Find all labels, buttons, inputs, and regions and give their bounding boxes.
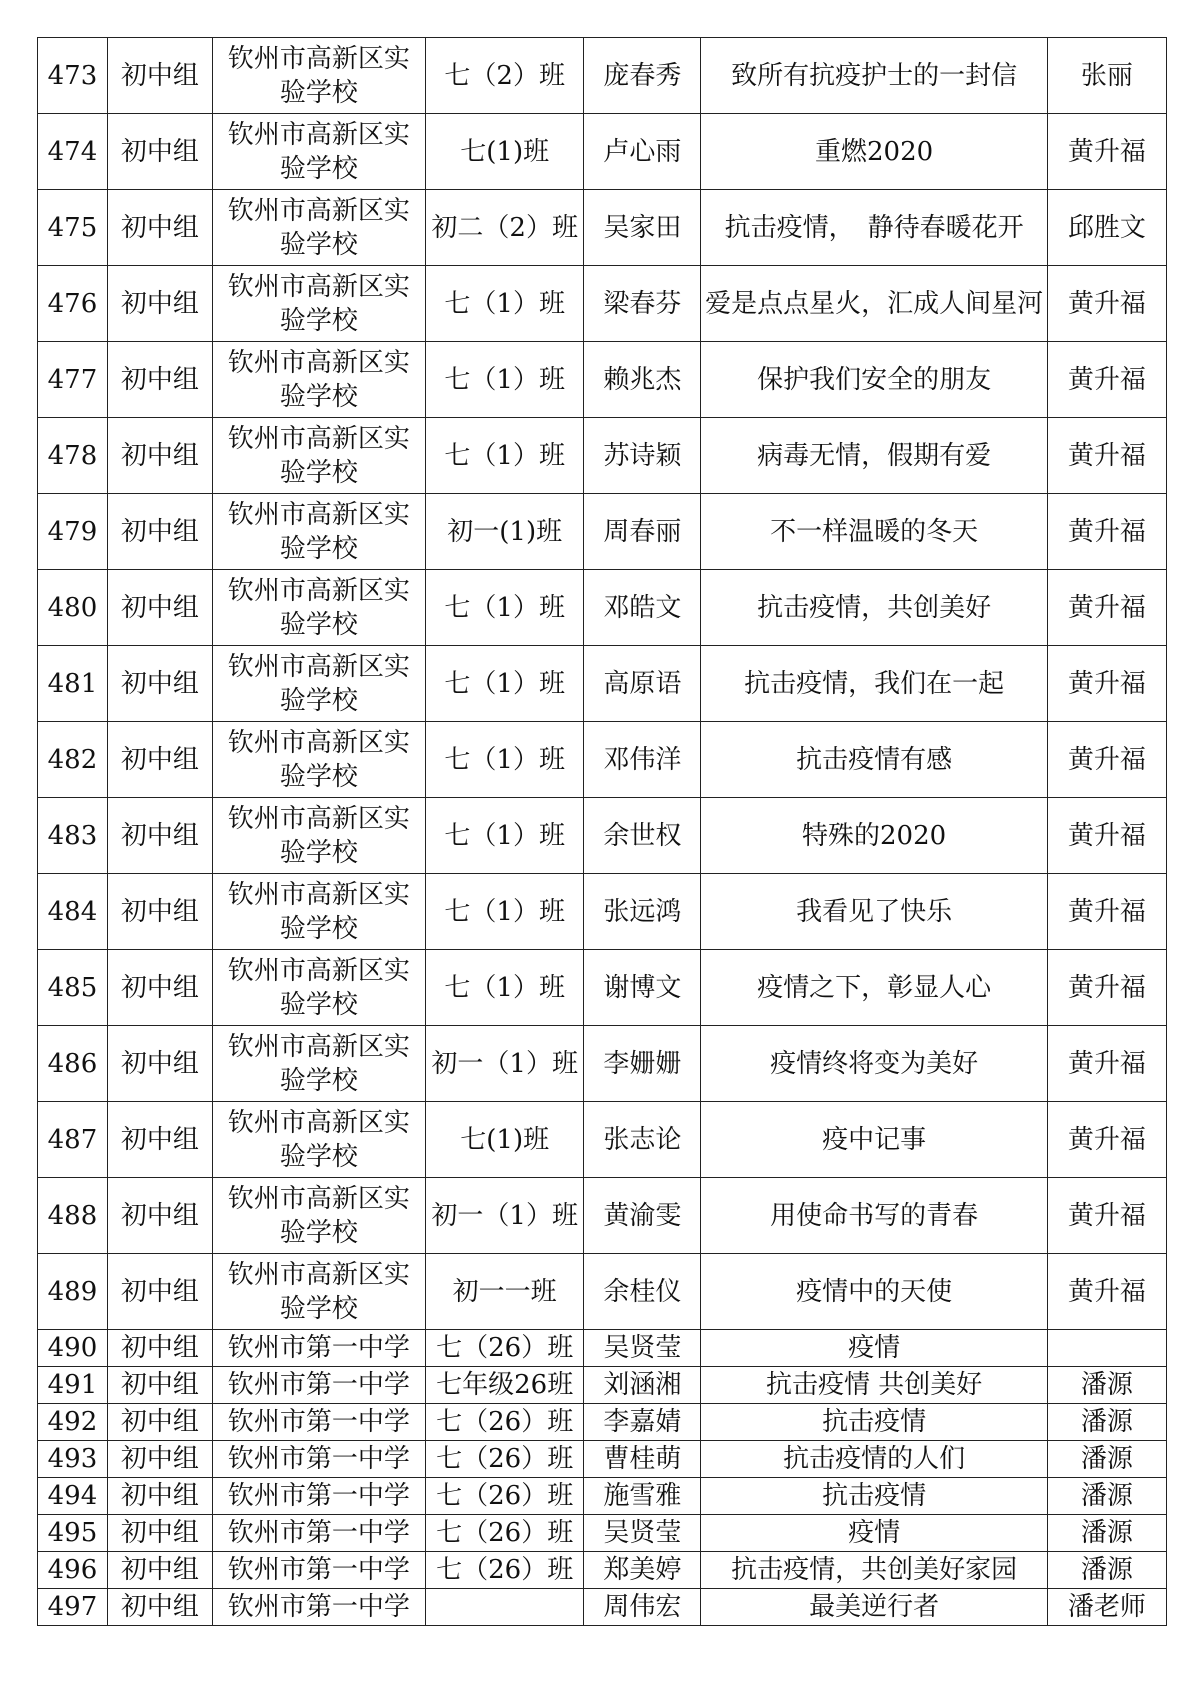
entry-title: 疫情	[701, 1330, 1047, 1367]
entry-group: 初中组	[107, 646, 212, 722]
entry-student: 梁春芬	[584, 266, 701, 342]
entry-student: 张远鸿	[584, 874, 701, 950]
entry-group: 初中组	[107, 1441, 212, 1478]
entry-group: 初中组	[107, 798, 212, 874]
entry-student: 李嘉婧	[584, 1404, 701, 1441]
entry-school: 钦州市第一中学	[212, 1515, 425, 1552]
entry-student: 施雪雅	[584, 1478, 701, 1515]
entry-teacher: 黄升福	[1047, 1102, 1166, 1178]
entry-class: 七（1）班	[425, 950, 583, 1026]
entry-teacher: 潘老师	[1047, 1589, 1166, 1626]
entry-school: 钦州市高新区实验学校	[212, 1102, 425, 1178]
entry-school: 钦州市高新区实验学校	[212, 418, 425, 494]
entry-school: 钦州市高新区实验学校	[212, 798, 425, 874]
entry-class: 初一（1）班	[425, 1178, 583, 1254]
entry-student: 张志论	[584, 1102, 701, 1178]
table-row	[38, 1515, 1167, 1552]
entry-school: 钦州市高新区实验学校	[212, 874, 425, 950]
entry-group: 初中组	[107, 266, 212, 342]
entry-teacher: 潘源	[1047, 1478, 1166, 1515]
entry-title: 疫情之下，彰显人心	[701, 950, 1047, 1026]
entry-group: 初中组	[107, 38, 212, 114]
entry-title: 重燃2020	[701, 114, 1047, 190]
entry-school: 钦州市高新区实验学校	[212, 950, 425, 1026]
entry-group: 初中组	[107, 1026, 212, 1102]
entry-class: 七（26）班	[425, 1404, 583, 1441]
table-row	[38, 950, 1167, 1026]
entry-number: 487	[38, 1102, 108, 1178]
entry-student: 吴贤莹	[584, 1515, 701, 1552]
entry-student: 邓伟洋	[584, 722, 701, 798]
entry-number: 475	[38, 190, 108, 266]
table-row	[38, 494, 1167, 570]
entry-class: 七年级26班	[425, 1367, 583, 1404]
entry-number: 479	[38, 494, 108, 570]
entry-school: 钦州市高新区实验学校	[212, 266, 425, 342]
entries-table	[37, 37, 1167, 1626]
entry-number: 480	[38, 570, 108, 646]
entry-class: 七（1）班	[425, 570, 583, 646]
entry-school: 钦州市高新区实验学校	[212, 570, 425, 646]
entry-group: 初中组	[107, 1178, 212, 1254]
entry-group: 初中组	[107, 190, 212, 266]
entry-number: 496	[38, 1552, 108, 1589]
table-row	[38, 190, 1167, 266]
entry-class: 初一(1)班	[425, 494, 583, 570]
table-row	[38, 1589, 1167, 1626]
entry-number: 482	[38, 722, 108, 798]
entry-class: 七（1）班	[425, 874, 583, 950]
entry-group: 初中组	[107, 1404, 212, 1441]
entry-group: 初中组	[107, 1102, 212, 1178]
entry-student: 刘涵湘	[584, 1367, 701, 1404]
entry-title: 最美逆行者	[701, 1589, 1047, 1626]
entry-title: 抗击疫情，共创美好家园	[701, 1552, 1047, 1589]
entry-student: 庞春秀	[584, 38, 701, 114]
table-row	[38, 646, 1167, 722]
entry-class: 七（26）班	[425, 1330, 583, 1367]
entry-group: 初中组	[107, 1367, 212, 1404]
entry-student: 周春丽	[584, 494, 701, 570]
entry-group: 初中组	[107, 342, 212, 418]
entry-title: 疫中记事	[701, 1102, 1047, 1178]
entry-number: 491	[38, 1367, 108, 1404]
entries-table-body	[38, 38, 1167, 1626]
table-row	[38, 1102, 1167, 1178]
entry-title: 抗击疫情的人们	[701, 1441, 1047, 1478]
entry-school: 钦州市第一中学	[212, 1552, 425, 1589]
entry-student: 曹桂萌	[584, 1441, 701, 1478]
entry-group: 初中组	[107, 1254, 212, 1330]
entry-title: 致所有抗疫护士的一封信	[701, 38, 1047, 114]
entry-number: 485	[38, 950, 108, 1026]
entry-title: 抗击疫情	[701, 1404, 1047, 1441]
entry-student: 赖兆杰	[584, 342, 701, 418]
entry-teacher: 邱胜文	[1047, 190, 1166, 266]
entry-number: 495	[38, 1515, 108, 1552]
entry-school: 钦州市高新区实验学校	[212, 1178, 425, 1254]
table-row	[38, 114, 1167, 190]
entry-class: 七（1）班	[425, 266, 583, 342]
entry-student: 吴家田	[584, 190, 701, 266]
entry-title: 爱是点点星火，汇成人间星河	[701, 266, 1047, 342]
entry-class: 七（26）班	[425, 1515, 583, 1552]
table-row	[38, 1478, 1167, 1515]
entry-class: 七（1）班	[425, 646, 583, 722]
entry-teacher: 黄升福	[1047, 1026, 1166, 1102]
entry-class: 七（1）班	[425, 418, 583, 494]
entry-student: 谢博文	[584, 950, 701, 1026]
table-row	[38, 1178, 1167, 1254]
entry-number: 486	[38, 1026, 108, 1102]
entry-class: 初二（2）班	[425, 190, 583, 266]
entry-group: 初中组	[107, 1552, 212, 1589]
entry-class: 七(1)班	[425, 1102, 583, 1178]
entry-number: 490	[38, 1330, 108, 1367]
entry-student: 高原语	[584, 646, 701, 722]
entry-school: 钦州市高新区实验学校	[212, 722, 425, 798]
entry-teacher	[1047, 1330, 1166, 1367]
entry-teacher: 黄升福	[1047, 722, 1166, 798]
entry-school: 钦州市高新区实验学校	[212, 646, 425, 722]
table-row	[38, 1367, 1167, 1404]
entry-title: 我看见了快乐	[701, 874, 1047, 950]
entry-teacher: 黄升福	[1047, 950, 1166, 1026]
entry-title: 用使命书写的青春	[701, 1178, 1047, 1254]
entry-title: 抗击疫情 共创美好	[701, 1367, 1047, 1404]
entry-group: 初中组	[107, 874, 212, 950]
entry-school: 钦州市第一中学	[212, 1441, 425, 1478]
entry-number: 478	[38, 418, 108, 494]
entry-teacher: 潘源	[1047, 1515, 1166, 1552]
entry-class: 七（1）班	[425, 342, 583, 418]
entry-school: 钦州市第一中学	[212, 1330, 425, 1367]
entry-number: 497	[38, 1589, 108, 1626]
table-row	[38, 1441, 1167, 1478]
entry-student: 邓皓文	[584, 570, 701, 646]
entry-teacher: 黄升福	[1047, 342, 1166, 418]
entry-group: 初中组	[107, 418, 212, 494]
entry-number: 477	[38, 342, 108, 418]
entry-number: 493	[38, 1441, 108, 1478]
entry-number: 476	[38, 266, 108, 342]
entry-school: 钦州市高新区实验学校	[212, 38, 425, 114]
entry-title: 疫情中的天使	[701, 1254, 1047, 1330]
entry-school: 钦州市高新区实验学校	[212, 114, 425, 190]
entry-student: 黄渝雯	[584, 1178, 701, 1254]
entry-teacher: 黄升福	[1047, 114, 1166, 190]
entry-student: 郑美婷	[584, 1552, 701, 1589]
entry-school: 钦州市高新区实验学校	[212, 342, 425, 418]
entry-teacher: 潘源	[1047, 1404, 1166, 1441]
table-row	[38, 1026, 1167, 1102]
entry-teacher: 黄升福	[1047, 570, 1166, 646]
entry-school: 钦州市高新区实验学校	[212, 190, 425, 266]
entry-title: 特殊的2020	[701, 798, 1047, 874]
entry-group: 初中组	[107, 722, 212, 798]
table-row	[38, 1330, 1167, 1367]
entry-teacher: 潘源	[1047, 1441, 1166, 1478]
entry-student: 余世权	[584, 798, 701, 874]
entry-class: 初一一班	[425, 1254, 583, 1330]
entry-school: 钦州市高新区实验学校	[212, 1026, 425, 1102]
entry-school: 钦州市第一中学	[212, 1367, 425, 1404]
entry-class: 七（26）班	[425, 1478, 583, 1515]
entry-title: 疫情	[701, 1515, 1047, 1552]
table-row	[38, 722, 1167, 798]
entry-group: 初中组	[107, 1515, 212, 1552]
entry-class: 七（1）班	[425, 798, 583, 874]
entry-title: 疫情终将变为美好	[701, 1026, 1047, 1102]
entry-class: 七（2）班	[425, 38, 583, 114]
entry-title: 抗击疫情，我们在一起	[701, 646, 1047, 722]
entry-school: 钦州市第一中学	[212, 1404, 425, 1441]
entry-student: 卢心雨	[584, 114, 701, 190]
table-row	[38, 342, 1167, 418]
entry-number: 483	[38, 798, 108, 874]
entry-teacher: 黄升福	[1047, 1254, 1166, 1330]
entry-class: 七（26）班	[425, 1552, 583, 1589]
entry-group: 初中组	[107, 1478, 212, 1515]
entry-class: 初一（1）班	[425, 1026, 583, 1102]
entry-teacher: 黄升福	[1047, 266, 1166, 342]
entry-school: 钦州市高新区实验学校	[212, 494, 425, 570]
entry-title: 抗击疫情，共创美好	[701, 570, 1047, 646]
entry-group: 初中组	[107, 1589, 212, 1626]
entry-number: 484	[38, 874, 108, 950]
entry-school: 钦州市高新区实验学校	[212, 1254, 425, 1330]
entry-teacher: 黄升福	[1047, 418, 1166, 494]
entry-teacher: 张丽	[1047, 38, 1166, 114]
table-row	[38, 1254, 1167, 1330]
table-row	[38, 874, 1167, 950]
entry-class: 七(1)班	[425, 114, 583, 190]
entry-number: 494	[38, 1478, 108, 1515]
entry-class	[425, 1589, 583, 1626]
entry-teacher: 黄升福	[1047, 646, 1166, 722]
entry-student: 李姗姗	[584, 1026, 701, 1102]
entry-student: 余桂仪	[584, 1254, 701, 1330]
entry-student: 周伟宏	[584, 1589, 701, 1626]
entry-number: 481	[38, 646, 108, 722]
entry-class: 七（1）班	[425, 722, 583, 798]
entry-title: 抗击疫情， 静待春暖花开	[701, 190, 1047, 266]
entry-teacher: 潘源	[1047, 1367, 1166, 1404]
entry-teacher: 潘源	[1047, 1552, 1166, 1589]
entry-number: 473	[38, 38, 108, 114]
table-row	[38, 1552, 1167, 1589]
entry-group: 初中组	[107, 494, 212, 570]
entry-title: 不一样温暖的冬天	[701, 494, 1047, 570]
entry-group: 初中组	[107, 570, 212, 646]
table-row	[38, 570, 1167, 646]
entry-group: 初中组	[107, 114, 212, 190]
entry-number: 474	[38, 114, 108, 190]
table-row	[38, 1404, 1167, 1441]
entry-group: 初中组	[107, 1330, 212, 1367]
entry-class: 七（26）班	[425, 1441, 583, 1478]
table-row	[38, 266, 1167, 342]
entry-school: 钦州市第一中学	[212, 1478, 425, 1515]
entry-title: 保护我们安全的朋友	[701, 342, 1047, 418]
entry-title: 抗击疫情有感	[701, 722, 1047, 798]
entry-school: 钦州市第一中学	[212, 1589, 425, 1626]
entry-number: 489	[38, 1254, 108, 1330]
entry-teacher: 黄升福	[1047, 1178, 1166, 1254]
entry-number: 488	[38, 1178, 108, 1254]
entry-title: 抗击疫情	[701, 1478, 1047, 1515]
entry-number: 492	[38, 1404, 108, 1441]
entry-title: 病毒无情，假期有爱	[701, 418, 1047, 494]
entry-teacher: 黄升福	[1047, 798, 1166, 874]
entry-group: 初中组	[107, 950, 212, 1026]
table-row	[38, 38, 1167, 114]
table-row	[38, 798, 1167, 874]
entry-teacher: 黄升福	[1047, 494, 1166, 570]
entry-student: 吴贤莹	[584, 1330, 701, 1367]
table-row	[38, 418, 1167, 494]
entry-teacher: 黄升福	[1047, 874, 1166, 950]
entry-student: 苏诗颖	[584, 418, 701, 494]
